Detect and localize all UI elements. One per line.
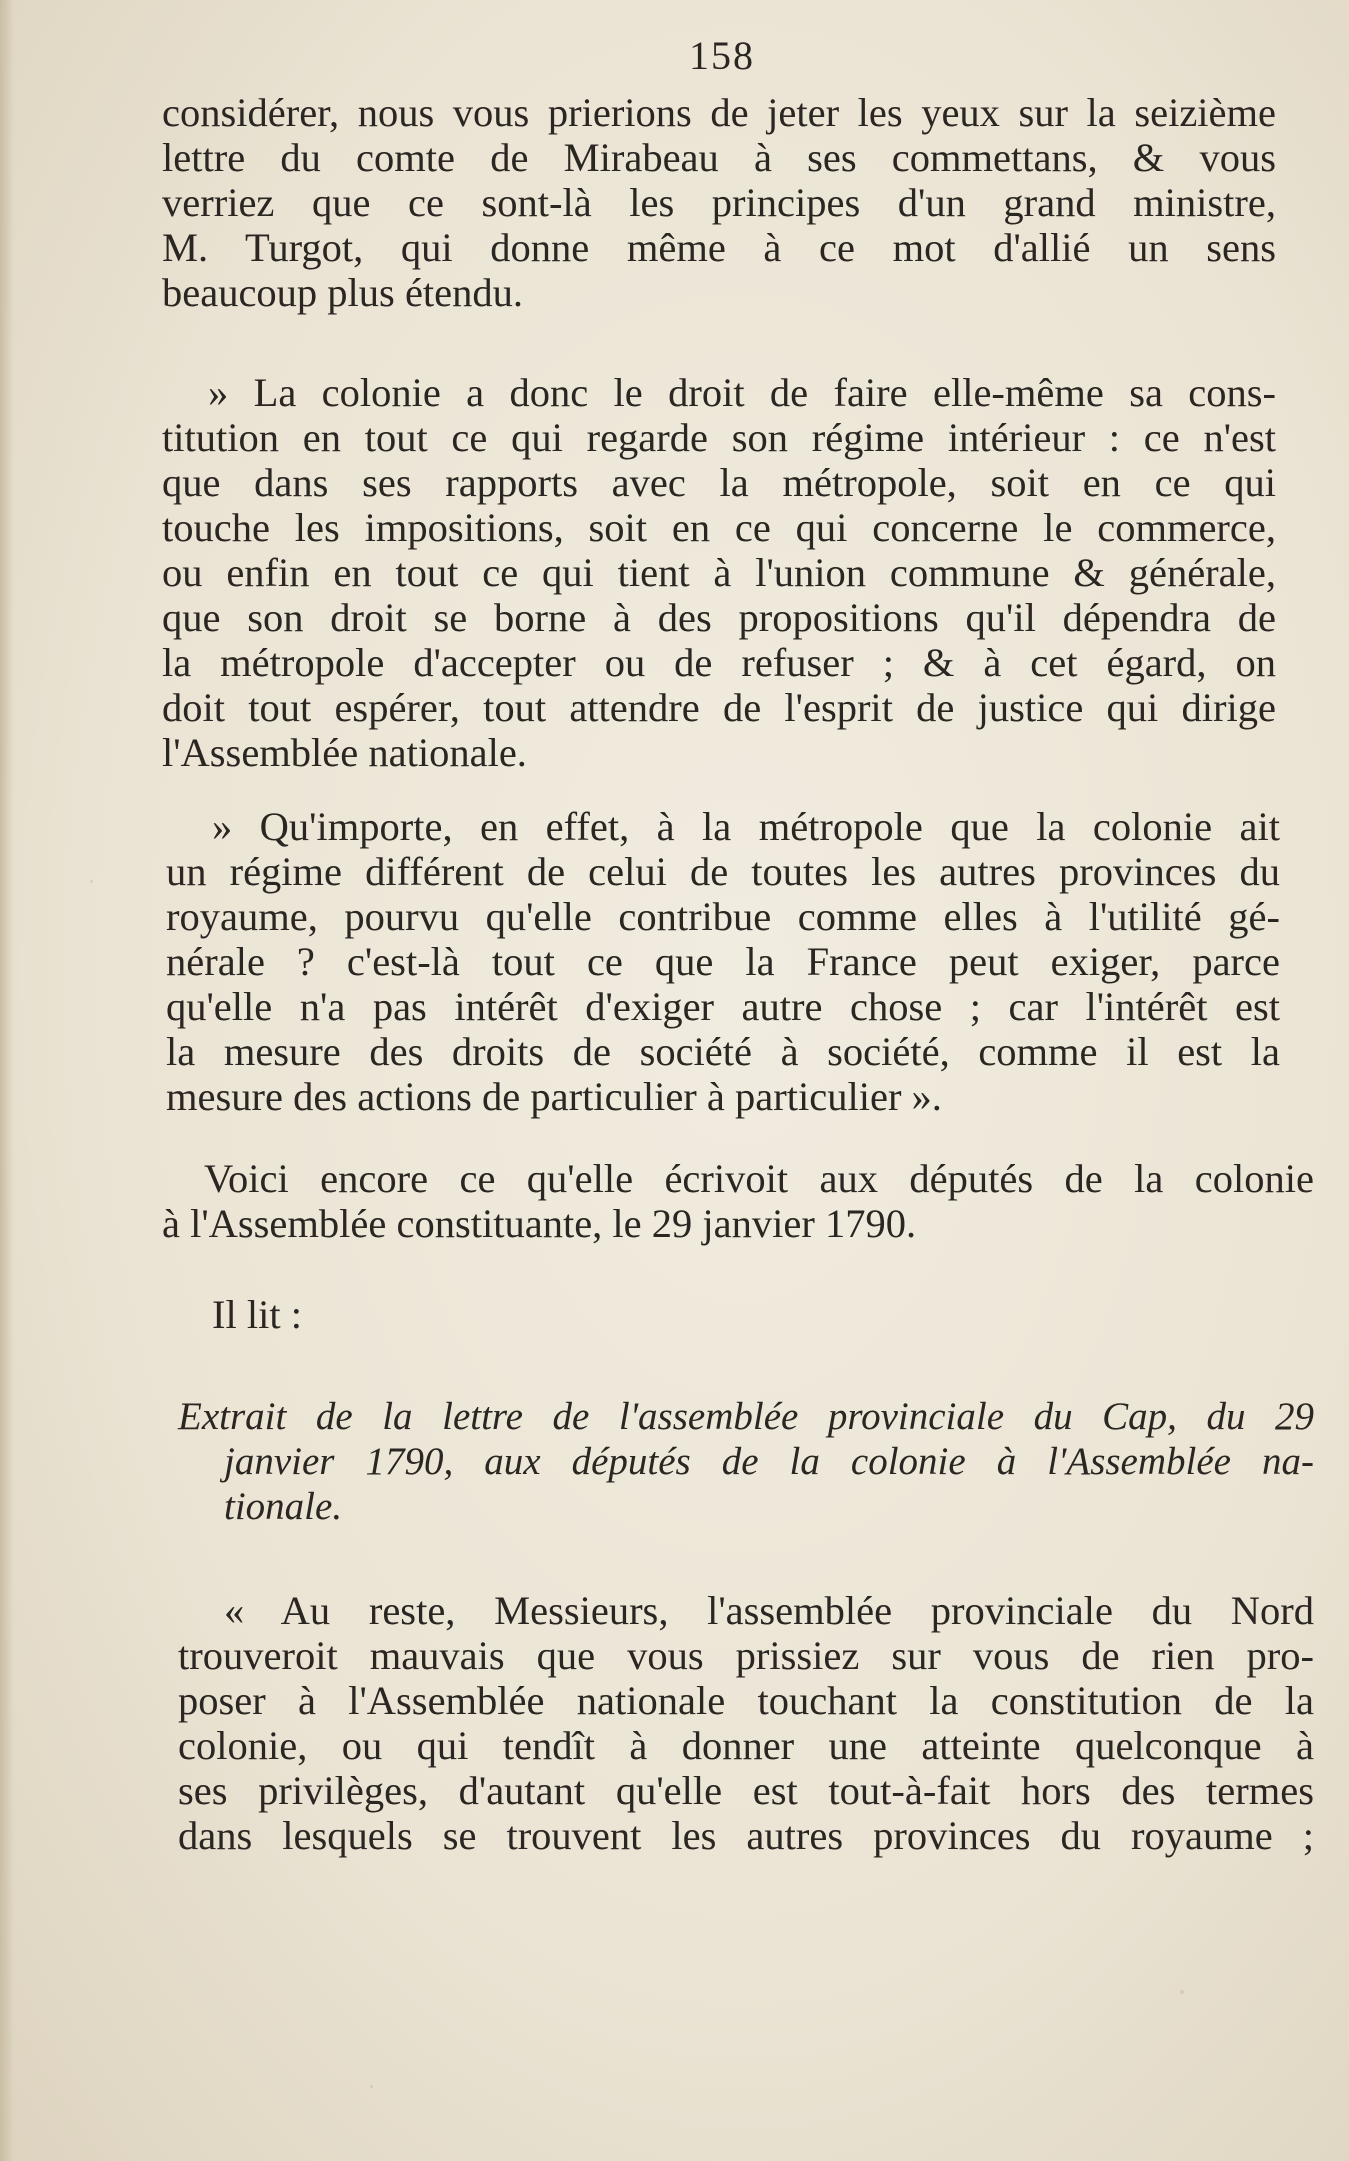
text-line: Voici encore ce qu'elle écrivoit aux députés de la colonie <box>204 1156 1314 1201</box>
text-line: à l'Assemblée constituante, le 29 janvier 1790. <box>162 1201 917 1246</box>
text-line: tionale. <box>224 1485 343 1528</box>
text-line: la métropole d'accepter ou de refuser ; & à cet égard, on <box>162 640 1276 685</box>
text-line: considérer, nous vous prierions de jeter les yeux sur la seizième <box>162 90 1276 135</box>
text-line: poser à l'Assemblée nationale touchant la constitution de la <box>178 1678 1314 1723</box>
paper-speck <box>370 2085 373 2088</box>
text-line: Il lit : <box>212 1292 302 1337</box>
text-line: » La colonie a donc le droit de faire elle-même sa cons- <box>208 370 1276 415</box>
paper-speck <box>1180 1990 1184 1994</box>
letter-heading <box>178 1394 1314 1529</box>
text-line: trouveroit mauvais que vous prissiez sur vous de rien pro- <box>178 1633 1314 1678</box>
paragraph-1 <box>162 90 1276 315</box>
text-line: nérale ? c'est-là tout ce que la France peut exiger, parce <box>166 939 1280 984</box>
paper-speck <box>90 880 93 883</box>
text-line: un régime différent de celui de toutes les autres provinces du <box>166 849 1280 894</box>
paragraph-4 <box>162 1156 1314 1246</box>
text-line: janvier 1790, aux députés de la colonie à l'Assemblée na- <box>224 1440 1314 1483</box>
page-number: 158 <box>689 33 755 78</box>
text-line: dans lesquels se trouvent les autres provinces du royaume ; <box>178 1813 1314 1858</box>
text-line: doit tout espérer, tout attendre de l'esprit de justice qui dirige <box>162 685 1276 730</box>
text-line: lettre du comte de Mirabeau à ses commettans, & vous <box>162 135 1276 180</box>
text-line: royaume, pourvu qu'elle contribue comme elles à l'utilité gé- <box>166 894 1280 939</box>
text-line: ou enfin en tout ce qui tient à l'union commune & générale, <box>162 550 1276 595</box>
text-line: l'Assemblée nationale. <box>162 730 527 775</box>
text-line: touche les impositions, soit en ce qui concerne le commerce, <box>162 505 1276 550</box>
paragraph-3 <box>166 804 1280 1119</box>
text-line: qu'elle n'a pas intérêt d'exiger autre chose ; car l'intérêt est <box>166 984 1280 1029</box>
text-line: » Qu'importe, en effet, à la métropole que la colonie ait <box>212 804 1280 849</box>
text-line: colonie, ou qui tendît à donner une atteinte quelconque à <box>178 1723 1314 1768</box>
paragraph-7 <box>178 1588 1314 1858</box>
text-line: que son droit se borne à des propositions qu'il dépendra de <box>162 595 1276 640</box>
text-line: ses privilèges, d'autant qu'elle est tout-à-fait hors des termes <box>178 1768 1314 1813</box>
text-line: la mesure des droits de société à société, comme il est la <box>166 1029 1280 1074</box>
page-edge-shadow <box>0 0 14 2161</box>
text-line: M. Turgot, qui donne même à ce mot d'allié un sens <box>162 225 1276 270</box>
text-line: « Au reste, Messieurs, l'assemblée provinciale du Nord <box>224 1588 1314 1633</box>
text-line: mesure des actions de particulier à particulier ». <box>166 1074 942 1119</box>
text-line: verriez que ce sont-là les principes d'un grand ministre, <box>162 180 1276 225</box>
paragraph-5 <box>212 1292 1314 1337</box>
text-line: titution en tout ce qui regarde son régime intérieur : ce n'est <box>162 415 1276 460</box>
text-line: que dans ses rapports avec la métropole, soit en ce qui <box>162 460 1276 505</box>
text-line: Extrait de la lettre de l'assemblée provinciale du Cap, du 29 <box>178 1395 1314 1438</box>
paragraph-2 <box>162 370 1276 775</box>
text-line: beaucoup plus étendu. <box>162 270 524 315</box>
